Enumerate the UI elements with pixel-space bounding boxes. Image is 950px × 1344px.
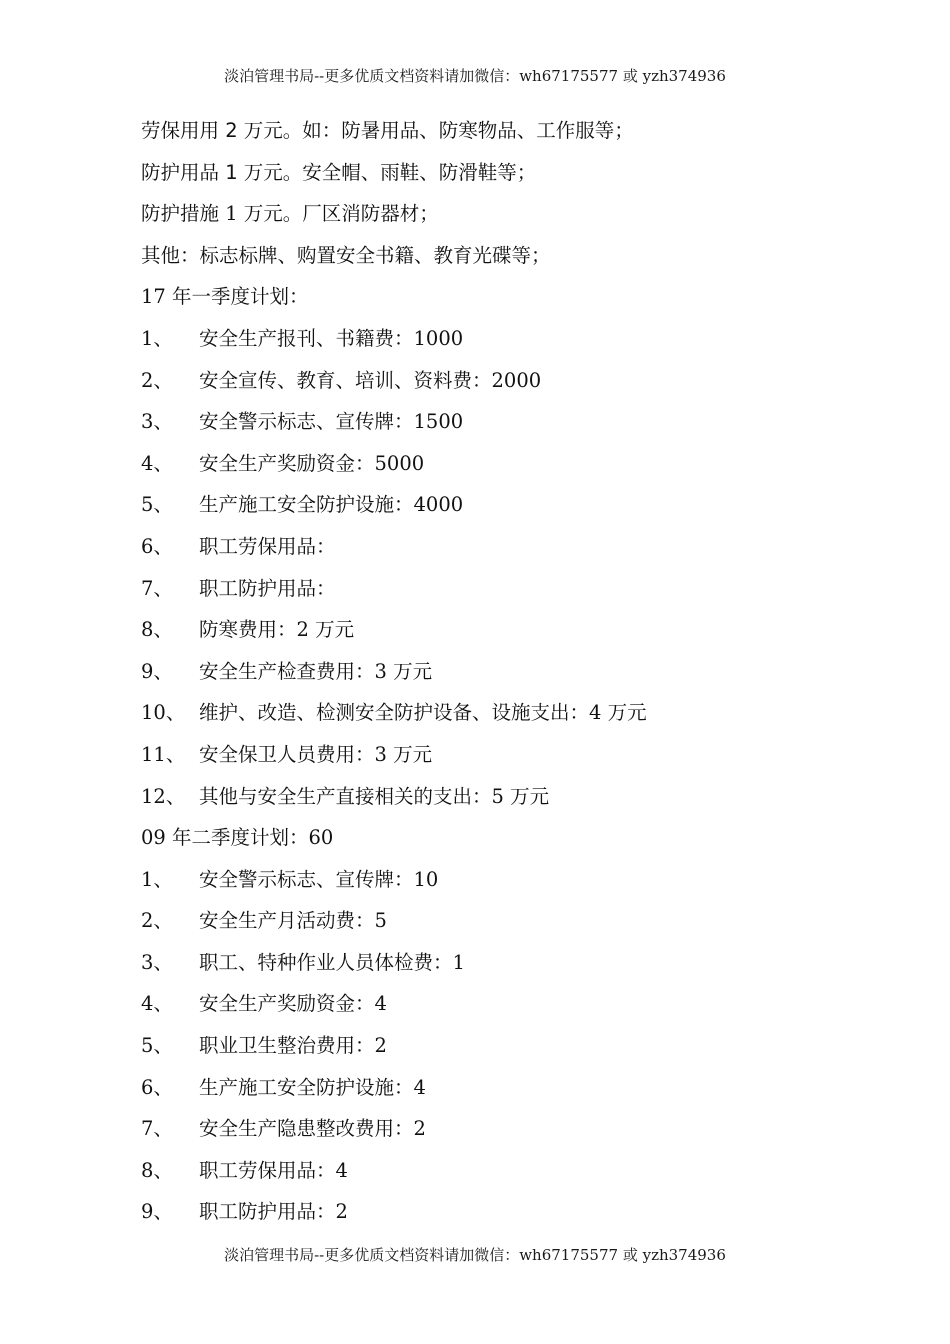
list-item <box>141 692 841 734</box>
list-item <box>141 360 841 402</box>
list-item <box>141 568 841 610</box>
item-text: 安全生产奖励资金：4 <box>199 992 387 1016</box>
item-text: 防寒费用：2 万元 <box>199 618 355 642</box>
item-text: 生产施工安全防护设施：4 <box>199 1075 426 1099</box>
list-item <box>141 651 841 693</box>
intro-line <box>141 193 841 235</box>
item-number: 2、 <box>141 909 173 933</box>
document-body <box>141 110 841 1233</box>
item-text: 职工劳保用品： <box>199 534 336 558</box>
item-text: 职业卫生整治费用：2 <box>199 1034 387 1058</box>
item-number: 9、 <box>141 659 173 683</box>
list-item <box>141 1067 841 1109</box>
intro-line-text: 劳保用用 2 万元。如：防暑用品、防寒物品、工作服等； <box>141 119 634 142</box>
intro-line <box>141 110 841 152</box>
item-text: 安全警示标志、宣传牌：1500 <box>199 410 464 434</box>
list-item <box>141 1108 841 1150</box>
item-text: 职工、特种作业人员体检费：1 <box>199 950 465 974</box>
item-text: 安全警示标志、宣传牌：10 <box>199 867 439 891</box>
list-item <box>141 443 841 485</box>
item-number: 8、 <box>141 618 173 642</box>
item-text: 职工防护用品：2 <box>199 1200 348 1224</box>
list-item <box>141 484 841 526</box>
item-text: 安全生产报刊、书籍费：1000 <box>199 326 464 350</box>
item-text: 安全生产奖励资金：5000 <box>199 451 425 475</box>
list-item <box>141 1191 841 1233</box>
item-text: 职工劳保用品：4 <box>199 1158 348 1182</box>
page-header: 淡泊管理书局--更多优质文档资料请加微信：wh67175577 或 yzh374936 <box>224 67 726 85</box>
list-item <box>141 734 841 776</box>
list-item <box>141 942 841 984</box>
intro-line <box>141 235 841 277</box>
item-text: 生产施工安全防护设施：4000 <box>199 493 464 517</box>
intro-line <box>141 152 841 194</box>
item-number: 4、 <box>141 992 173 1016</box>
item-text: 安全保卫人员费用：3 万元 <box>199 742 433 766</box>
item-number: 2、 <box>141 368 173 392</box>
page-footer: 淡泊管理书局--更多优质文档资料请加微信：wh67175577 或 yzh374936 <box>224 1246 726 1264</box>
item-text: 其他与安全生产直接相关的支出：5 万元 <box>199 784 550 808</box>
list-item <box>141 983 841 1025</box>
item-number: 11、 <box>141 742 186 766</box>
item-text: 安全宣传、教育、培训、资料费：2000 <box>199 368 542 392</box>
list-item <box>141 900 841 942</box>
plan-q2-title: 09 年二季度计划：60 <box>141 826 334 850</box>
item-number: 6、 <box>141 534 173 558</box>
item-number: 8、 <box>141 1158 173 1182</box>
item-number: 5、 <box>141 493 173 517</box>
item-number: 1、 <box>141 867 173 891</box>
item-text: 维护、改造、检测安全防护设备、设施支出：4 万元 <box>199 701 647 725</box>
item-text: 安全生产检查费用：3 万元 <box>199 659 433 683</box>
item-number: 3、 <box>141 410 173 434</box>
item-text: 安全生产隐患整改费用：2 <box>199 1117 426 1141</box>
item-number: 1、 <box>141 326 173 350</box>
list-item <box>141 526 841 568</box>
item-number: 7、 <box>141 1117 173 1141</box>
item-text: 安全生产月活动费：5 <box>199 909 387 933</box>
list-item <box>141 1150 841 1192</box>
list-item <box>141 401 841 443</box>
list-item <box>141 776 841 818</box>
item-number: 4、 <box>141 451 173 475</box>
intro-line-text: 防护用品 1 万元。安全帽、雨鞋、防滑鞋等； <box>141 160 537 184</box>
plan-q1-title: 17 年一季度计划： <box>141 285 309 309</box>
list-item <box>141 859 841 901</box>
list-item <box>141 318 841 360</box>
item-number: 10、 <box>141 701 186 725</box>
item-number: 3、 <box>141 950 173 974</box>
item-number: 9、 <box>141 1200 173 1224</box>
list-item <box>141 609 841 651</box>
intro-line-text: 其他：标志标牌、购置安全书籍、教育光碟等； <box>141 243 551 267</box>
list-item <box>141 1025 841 1067</box>
item-number: 6、 <box>141 1075 173 1099</box>
item-number: 12、 <box>141 784 186 808</box>
item-number: 7、 <box>141 576 173 600</box>
intro-line-text: 防护措施 1 万元。厂区消防器材； <box>141 202 439 226</box>
item-number: 5、 <box>141 1034 173 1058</box>
item-text: 职工防护用品： <box>199 576 336 600</box>
